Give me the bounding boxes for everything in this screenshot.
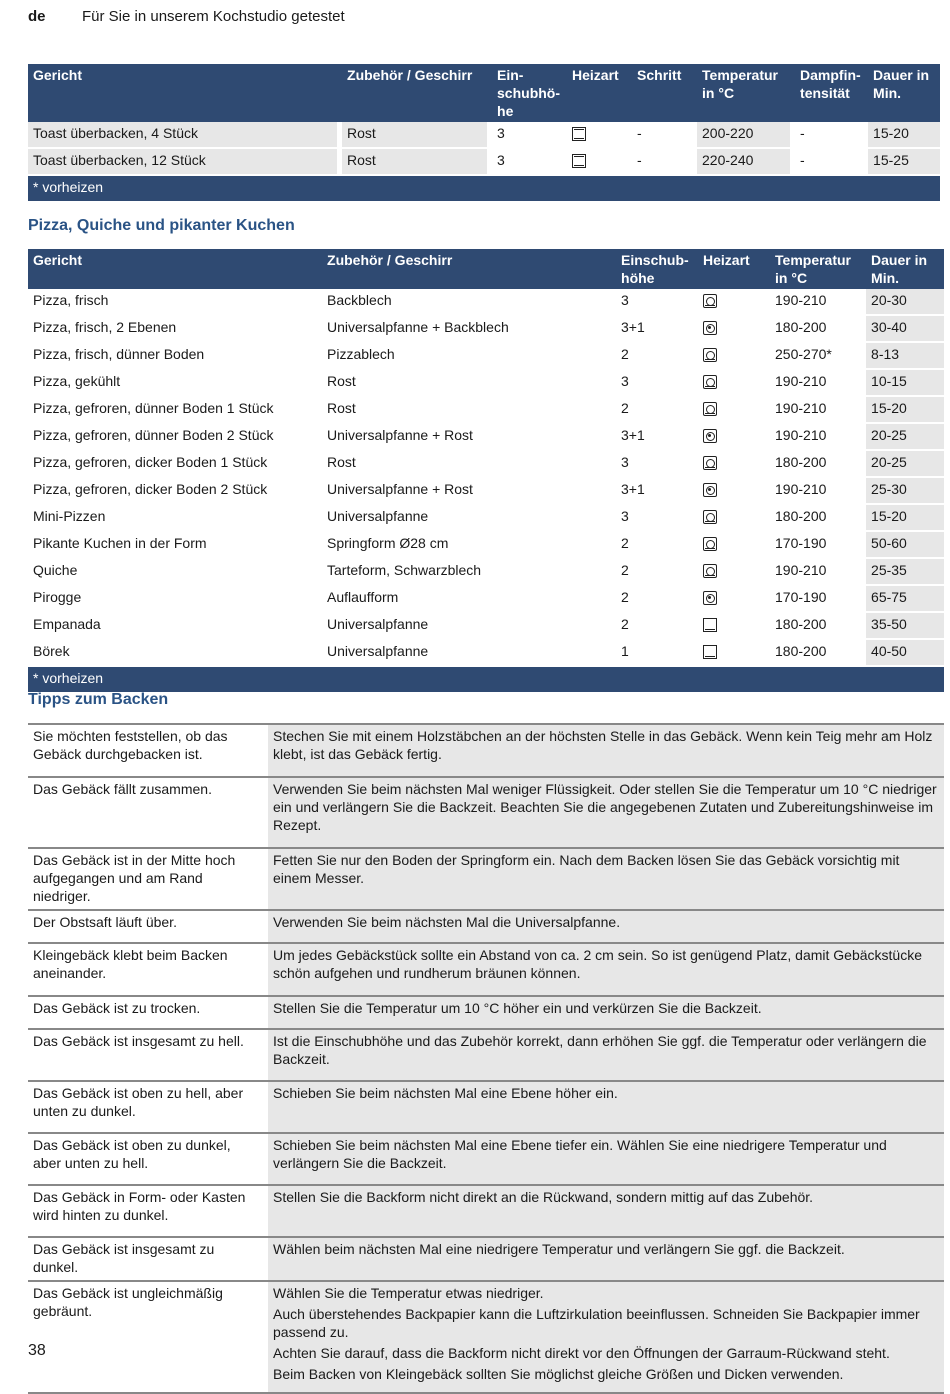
table-cell: 2 xyxy=(616,558,695,585)
tip-solution-text: Stellen Sie die Temperatur um 10 °C höher ein und verkürzen Sie die Backzeit. xyxy=(273,1000,762,1016)
table-cell: 3 xyxy=(616,289,695,315)
footnote-preheat: * vorheizen xyxy=(28,666,944,693)
table-cell: 190-210 xyxy=(770,477,863,504)
table-cell: Rost xyxy=(322,396,613,423)
tip-solution xyxy=(268,1029,944,1081)
table-cell: Tarteform, Schwarzblech xyxy=(322,558,613,585)
tip-solution-text: Auch überstehendes Backpapier kann die Luftzirkulation beeinflussen. Schneiden Sie Backpapier immer passend zu. xyxy=(273,1306,920,1340)
table-cell: Universalpfanne xyxy=(322,504,613,531)
table-cell: 180-200 xyxy=(770,504,863,531)
tip-solution xyxy=(268,724,944,777)
table-row xyxy=(28,558,944,585)
table-row xyxy=(28,639,944,666)
tip-solution-text: Verwenden Sie beim nächsten Mal die Universalpfanne. xyxy=(273,914,621,930)
table-cell: Pizza, frisch xyxy=(28,289,319,315)
tip-solution xyxy=(268,996,944,1029)
table-cell: Pizza, gefroren, dünner Boden 2 Stück xyxy=(28,423,319,450)
table-cell: Auflaufform xyxy=(322,585,613,612)
toast-table xyxy=(28,64,940,203)
table-cell: - xyxy=(795,122,863,148)
page-header-title: Für Sie in unserem Kochstudio getestet xyxy=(82,8,345,25)
table-row xyxy=(28,477,944,504)
tip-row xyxy=(28,1281,944,1393)
tip-solution-text: Schieben Sie beim nächsten Mal eine Ebene höher ein. xyxy=(273,1085,618,1101)
table-cell: Rost xyxy=(322,369,613,396)
tip-solution-text: Verwenden Sie beim nächsten Mal weniger Flüssigkeit. Oder stellen Sie die Temperatur um 10 °C niedriger ein und verlängern Sie die Backzeit. Beachten Sie die angegebenen Zutaten und Zubereitungshinweise im Rezept. xyxy=(273,781,937,833)
heat-type-cell xyxy=(698,585,767,612)
pizza-setting-icon xyxy=(703,537,717,551)
section-title-tips: Tipps zum Backen xyxy=(28,691,169,708)
tip-solution xyxy=(268,1281,944,1393)
tip-solution-text: Fetten Sie nur den Boden der Springform ein. Nach dem Backen lösen Sie das Gebäck vorsichtig mit einem Messer. xyxy=(273,852,900,886)
tip-row xyxy=(28,777,944,848)
pizza-table-body xyxy=(28,289,944,693)
tip-solution-text: Wählen Sie die Temperatur etwas niedriger. xyxy=(273,1285,544,1301)
heat-type-cell xyxy=(567,122,627,148)
column-header: Heizart xyxy=(698,249,770,289)
table-cell: Rost xyxy=(322,450,613,477)
tip-row xyxy=(28,1133,944,1185)
table-cell: 20-25 xyxy=(866,450,944,477)
table-cell: Universalpfanne + Rost xyxy=(322,423,613,450)
table-cell: Pizza, frisch, 2 Ebenen xyxy=(28,315,319,342)
column-header: Schritt xyxy=(632,64,697,122)
table-cell: 15-20 xyxy=(868,122,940,148)
tip-problem: Das Gebäck ist zu trocken. xyxy=(28,996,264,1029)
table-cell: 1 xyxy=(616,639,695,666)
conventional-heat-icon xyxy=(703,645,717,659)
table-cell: Universalpfanne + Rost xyxy=(322,477,613,504)
table-row xyxy=(28,450,944,477)
table-cell: 15-20 xyxy=(866,396,944,423)
tip-solution-text: Um jedes Gebäckstück sollte ein Abstand von ca. 2 cm sein. So ist genügend Platz, damit Gebäckstücke schön aufgehen und rundherum bräunen können. xyxy=(273,947,923,981)
table-row xyxy=(28,122,940,148)
table-cell: 3 xyxy=(616,450,695,477)
tip-solution xyxy=(268,1185,944,1237)
table-cell: 40-50 xyxy=(866,639,944,666)
tip-problem: Das Gebäck ist ungleichmäßig gebräunt. xyxy=(28,1281,264,1393)
table-cell: Toast überbacken, 12 Stück xyxy=(28,148,337,175)
table-cell: 25-30 xyxy=(866,477,944,504)
table-cell: Pizza, frisch, dünner Boden xyxy=(28,342,319,369)
heat-type-cell xyxy=(698,315,767,342)
tip-row xyxy=(28,724,944,777)
tip-row xyxy=(28,848,944,910)
table-cell: Universalpfanne + Backblech xyxy=(322,315,613,342)
column-header: Zubehör / Geschirr xyxy=(342,64,492,122)
table-cell: 3 xyxy=(492,122,562,148)
tip-problem: Kleingebäck klebt beim Backen aneinander. xyxy=(28,943,264,996)
table-cell: 170-190 xyxy=(770,531,863,558)
tip-solution-text: Wählen beim nächsten Mal eine niedrigere Temperatur und verlängern Sie ggf. die Backzeit. xyxy=(273,1241,845,1257)
tip-solution-text: Beim Backen von Kleingebäck sollten Sie möglichst gleiche Größen und Dicken verwenden. xyxy=(273,1366,844,1382)
heat-type-cell xyxy=(698,504,767,531)
table-cell: Quiche xyxy=(28,558,319,585)
table-row xyxy=(28,585,944,612)
heat-type-cell xyxy=(698,639,767,666)
table-cell: Toast überbacken, 4 Stück xyxy=(28,122,337,148)
table-cell: Universalpfanne xyxy=(322,639,613,666)
table-cell: 10-15 xyxy=(866,369,944,396)
table-cell: Universalpfanne xyxy=(322,612,613,639)
column-header: Gericht xyxy=(28,249,322,289)
table-cell: 2 xyxy=(616,396,695,423)
hot-air-eco-icon xyxy=(703,591,717,605)
pizza-table-header xyxy=(28,249,944,289)
heat-type-cell xyxy=(698,612,767,639)
pizza-setting-icon xyxy=(703,375,717,389)
table-cell: 3 xyxy=(616,369,695,396)
top-bottom-heat-icon xyxy=(572,154,586,168)
table-cell: 180-200 xyxy=(770,612,863,639)
table-cell: 200-220 xyxy=(697,122,790,148)
heat-type-cell xyxy=(698,423,767,450)
tip-row xyxy=(28,1081,944,1133)
hot-air-eco-icon xyxy=(703,483,717,497)
table-row xyxy=(28,148,940,175)
tip-row xyxy=(28,1029,944,1081)
tip-solution xyxy=(268,848,944,910)
table-cell: 190-210 xyxy=(770,423,863,450)
table-row xyxy=(28,423,944,450)
toast-table-header xyxy=(28,64,940,122)
column-header: Temperatur in °C xyxy=(770,249,866,289)
page-header xyxy=(28,8,345,30)
tip-solution-text: Achten Sie darauf, dass die Backform nicht direkt vor den Öffnungen der Garraum-Rückwand steht. xyxy=(273,1345,890,1361)
table-cell: 220-240 xyxy=(697,148,790,175)
heat-type-cell xyxy=(698,289,767,315)
tip-solution xyxy=(268,1237,944,1281)
table-cell: - xyxy=(632,148,692,175)
table-cell: Pizza, gefroren, dicker Boden 1 Stück xyxy=(28,450,319,477)
table-cell: 65-75 xyxy=(866,585,944,612)
tip-problem: Das Gebäck fällt zusammen. xyxy=(28,777,264,848)
table-cell: 2 xyxy=(616,342,695,369)
tip-solution xyxy=(268,910,944,943)
table-row xyxy=(28,315,944,342)
table-cell: 190-210 xyxy=(770,558,863,585)
column-header: Temperatur in °C xyxy=(697,64,795,122)
tip-problem: Sie möchten feststellen, ob das Gebäck durchgebacken ist. xyxy=(28,724,264,777)
table-cell: Pirogge xyxy=(28,585,319,612)
tip-problem: Der Obstsaft läuft über. xyxy=(28,910,264,943)
tip-solution-text: Ist die Einschubhöhe und das Zubehör korrekt, dann erhöhen Sie ggf. die Temperatur oder verlängern die Backzeit. xyxy=(273,1033,927,1067)
table-cell: 3 xyxy=(492,148,562,175)
column-header: Einschub-höhe xyxy=(616,249,698,289)
table-cell: Empanada xyxy=(28,612,319,639)
table-cell: 2 xyxy=(616,612,695,639)
table-cell: 190-210 xyxy=(770,396,863,423)
tip-row xyxy=(28,1237,944,1281)
table-cell: Pizza, gefroren, dünner Boden 1 Stück xyxy=(28,396,319,423)
heat-type-cell xyxy=(698,342,767,369)
column-header: Heizart xyxy=(567,64,632,122)
pizza-setting-icon xyxy=(703,348,717,362)
pizza-setting-icon xyxy=(703,510,717,524)
table-cell: 50-60 xyxy=(866,531,944,558)
tip-row xyxy=(28,1185,944,1237)
hot-air-eco-icon xyxy=(703,429,717,443)
table-cell: 2 xyxy=(616,585,695,612)
tip-problem: Das Gebäck ist insgesamt zu hell. xyxy=(28,1029,264,1081)
tip-problem: Das Gebäck in Form- oder Kasten wird hinten zu dunkel. xyxy=(28,1185,264,1237)
table-cell: Pizza, gekühlt xyxy=(28,369,319,396)
column-header: Dauer in Min. xyxy=(866,249,944,289)
tips-table xyxy=(28,723,944,1394)
table-footnote-row xyxy=(28,175,940,202)
pizza-setting-icon xyxy=(703,564,717,578)
tip-solution xyxy=(268,1081,944,1133)
heat-type-cell xyxy=(698,450,767,477)
table-cell: 20-25 xyxy=(866,423,944,450)
table-row xyxy=(28,612,944,639)
table-row xyxy=(28,396,944,423)
pizza-setting-icon xyxy=(703,294,717,308)
table-cell: 3+1 xyxy=(616,477,695,504)
tip-problem: Das Gebäck ist oben zu dunkel, aber unten zu hell. xyxy=(28,1133,264,1185)
tips-table-body xyxy=(28,724,944,1393)
tip-solution xyxy=(268,1133,944,1185)
table-cell: 15-25 xyxy=(868,148,940,175)
table-cell: Pizza, gefroren, dicker Boden 2 Stück xyxy=(28,477,319,504)
table-cell: 170-190 xyxy=(770,585,863,612)
footnote-preheat: * vorheizen xyxy=(28,175,940,202)
toast-table-body xyxy=(28,122,940,202)
tip-problem: Das Gebäck ist insgesamt zu dunkel. xyxy=(28,1237,264,1281)
table-cell: Springform Ø28 cm xyxy=(322,531,613,558)
table-cell: Rost xyxy=(342,148,487,175)
table-cell: 30-40 xyxy=(866,315,944,342)
tip-problem: Das Gebäck ist in der Mitte hoch aufgegangen und am Rand niedriger. xyxy=(28,848,264,910)
column-header: Dauer in Min. xyxy=(868,64,940,122)
table-cell: Rost xyxy=(342,122,487,148)
column-header: Zubehör / Geschirr xyxy=(322,249,616,289)
tip-row xyxy=(28,943,944,996)
table-row xyxy=(28,369,944,396)
column-header: Gericht xyxy=(28,64,342,122)
table-row xyxy=(28,531,944,558)
table-row xyxy=(28,342,944,369)
tip-solution xyxy=(268,777,944,848)
page-number: 38 xyxy=(28,1342,46,1359)
table-cell: 180-200 xyxy=(770,315,863,342)
column-header: Ein-schubhö-he xyxy=(492,64,567,122)
table-cell: Börek xyxy=(28,639,319,666)
table-row xyxy=(28,289,944,315)
table-cell: Pikante Kuchen in der Form xyxy=(28,531,319,558)
section-title-pizza: Pizza, Quiche und pikanter Kuchen xyxy=(28,217,295,234)
table-cell: 3+1 xyxy=(616,423,695,450)
table-cell: 180-200 xyxy=(770,639,863,666)
table-cell: 8-13 xyxy=(866,342,944,369)
table-cell: 180-200 xyxy=(770,450,863,477)
heat-type-cell xyxy=(698,369,767,396)
tip-row xyxy=(28,996,944,1029)
table-cell: Mini-Pizzen xyxy=(28,504,319,531)
table-cell: 3+1 xyxy=(616,315,695,342)
table-cell: - xyxy=(632,122,692,148)
table-cell: 190-210 xyxy=(770,369,863,396)
table-cell: 15-20 xyxy=(866,504,944,531)
tip-problem: Das Gebäck ist oben zu hell, aber unten zu dunkel. xyxy=(28,1081,264,1133)
table-footnote-row xyxy=(28,666,944,693)
table-cell: 35-50 xyxy=(866,612,944,639)
table-cell: 25-35 xyxy=(866,558,944,585)
table-cell: 190-210 xyxy=(770,289,863,315)
heat-type-cell xyxy=(698,558,767,585)
top-bottom-heat-icon xyxy=(572,127,586,141)
heat-type-cell xyxy=(698,396,767,423)
column-header: Dampfin-tensität xyxy=(795,64,868,122)
tip-solution-text: Stellen Sie die Backform nicht direkt an die Rückwand, sondern mittig auf das Zubehör. xyxy=(273,1189,814,1205)
pizza-setting-icon xyxy=(703,456,717,470)
pizza-table xyxy=(28,249,944,694)
heat-type-cell xyxy=(698,477,767,504)
tip-solution-text: Schieben Sie beim nächsten Mal eine Ebene tiefer ein. Wählen Sie eine niedrigere Temperatur und verlängern Sie die Backzeit. xyxy=(273,1137,887,1171)
table-cell: - xyxy=(795,148,863,175)
hot-air-eco-icon xyxy=(703,321,717,335)
table-cell: 3 xyxy=(616,504,695,531)
tip-solution xyxy=(268,943,944,996)
table-cell: Pizzablech xyxy=(322,342,613,369)
heat-type-cell xyxy=(567,148,627,175)
tip-solution-text: Stechen Sie mit einem Holzstäbchen an der höchsten Stelle in das Gebäck. Wenn kein Teig mehr am Holz klebt, ist das Gebäck fertig. xyxy=(273,728,933,762)
table-cell: 2 xyxy=(616,531,695,558)
table-cell: 250-270* xyxy=(770,342,863,369)
heat-type-cell xyxy=(698,531,767,558)
pizza-setting-icon xyxy=(703,402,717,416)
table-row xyxy=(28,504,944,531)
conventional-heat-icon xyxy=(703,618,717,632)
tip-row xyxy=(28,910,944,943)
language-tag: de xyxy=(28,8,46,25)
table-cell: 20-30 xyxy=(866,289,944,315)
table-cell: Backblech xyxy=(322,289,613,315)
